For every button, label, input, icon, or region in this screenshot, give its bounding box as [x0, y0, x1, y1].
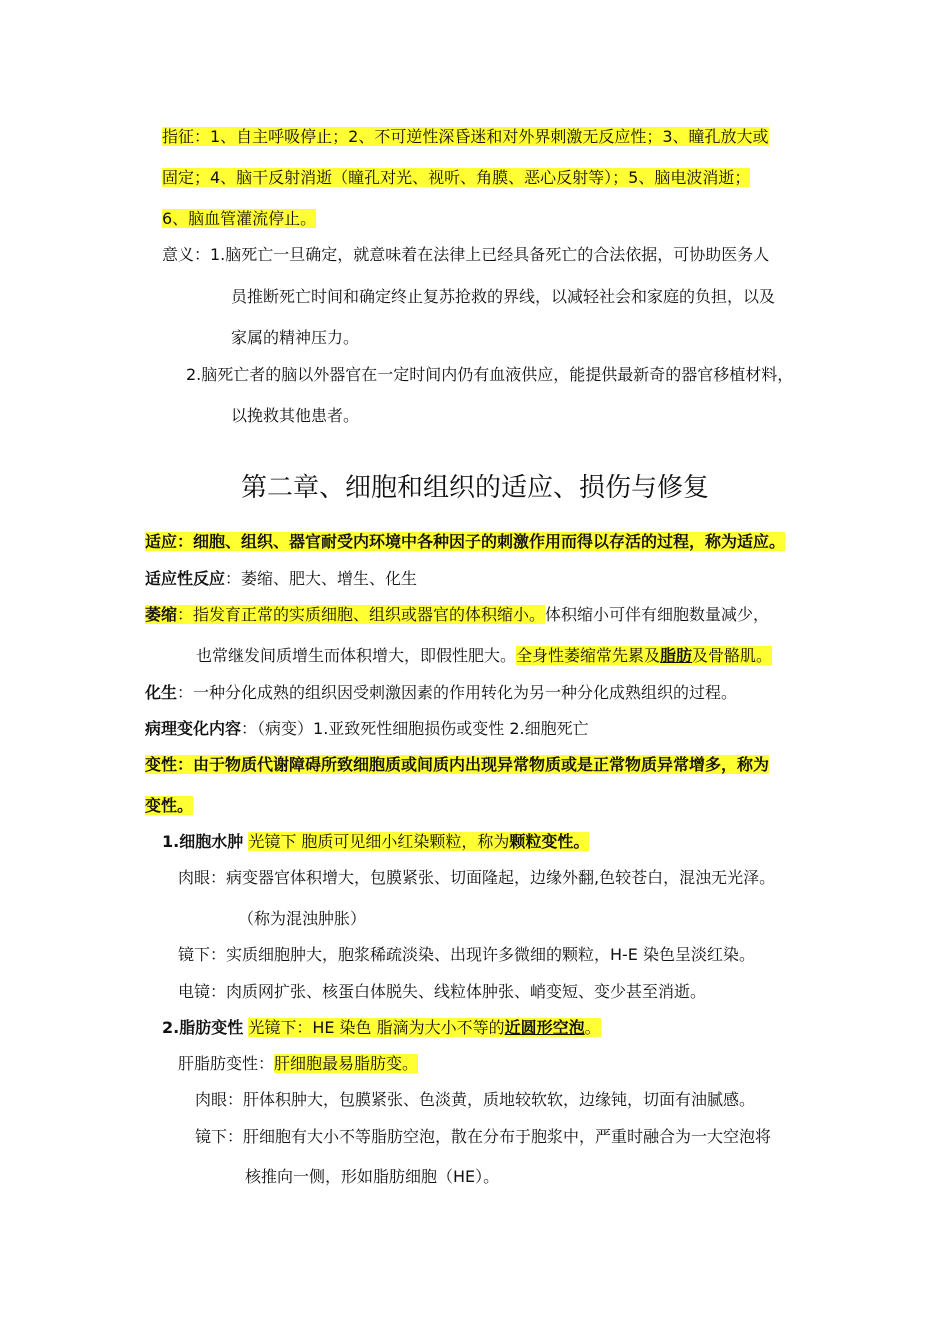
- zhifang-jingxia: 镜下：肝细胞有大小不等脂肪空泡，散在分布于胞浆中，严重时融合为一大空泡将: [195, 1127, 772, 1146]
- shiyingxing-line: 适应性反应：萎缩、肥大、增生、化生: [145, 569, 418, 588]
- zhizheng-line-3: 6、脑血管灌流停止。: [162, 209, 317, 228]
- yiyi-line-2: 员推断死亡时间和确定终止复苏抢救的界线，以减轻社会和家庭的负担，以及: [231, 287, 776, 306]
- bingli-line: 病理变化内容：（病变）1.亚致死性细胞损伤或变性 2.细胞死亡: [145, 719, 589, 738]
- zhizheng-line-2: 固定；4、脑干反射消逝（瞳孔对光、视听、角膜、恶心反射等）；5、脑电波消逝；: [162, 168, 751, 187]
- chapter-title: 第二章、细胞和组织的适应、损伤与修复: [240, 473, 709, 503]
- yiyi-line-5: 以挽救其他患者。: [231, 406, 360, 425]
- bianxing-line-1: 变性：由于物质代谢障碍所致细胞质或间质内出现异常物质或是正常物质异常增多，称为: [145, 755, 770, 774]
- shuizhong-dianjing: 电镜：肉质网扩张、核蛋白体脱失、线粒体肿张、峭变短、变少甚至消逝。: [178, 982, 707, 1001]
- yiyi-line-4: 2.脑死亡者的脑以外器官在一定时间内仍有血液供应，能提供最新奇的器官移植材料，: [186, 365, 794, 384]
- shuizhong-heading: 1.细胞水肿 光镜下 胞质可见细小红染颗粒，称为颗粒变性。: [162, 832, 590, 851]
- zhifang-jingxia-2: 核推向一侧，形如脂肪细胞（HE）。: [245, 1167, 500, 1186]
- weisuo-line-1: 萎缩：指发育正常的实质细胞、组织或器官的体积缩小。体积缩小可伴有细胞数量减少，: [145, 605, 770, 624]
- yiyi-line-3: 家属的精神压力。: [231, 328, 360, 347]
- shuizhong-rouyan: 肉眼：病变器官体积增大，包膜紧张、切面隆起，边缘外翻,色较苍白，混浊无光泽。: [178, 868, 776, 887]
- gan-zhifang-line: 肝脂肪变性：肝细胞最易脂肪变。: [178, 1054, 419, 1073]
- zhifang-heading: 2.脂肪变性 光镜下：HE 染色 脂滴为大小不等的近圆形空泡。: [162, 1018, 601, 1037]
- yiyi-line-1: 意义：1.脑死亡一旦确定，就意味着在法律上已经具备死亡的合法依据，可协助医务人: [162, 245, 770, 264]
- shiying-definition: 适应：细胞、组织、器官耐受内环境中各种因子的刺激作用而得以存活的过程，称为适应。: [145, 532, 786, 551]
- zhizheng-line-1: 指征：1、自主呼吸停止；2、不可逆性深昏迷和对外界刺激无反应性；3、瞳孔放大或: [162, 127, 769, 146]
- weisuo-line-2: 也常继发间质增生而体积增大，即假性肥大。全身性萎缩常先累及脂肪及骨骼肌。: [196, 646, 773, 665]
- shuizhong-jingxia: 镜下：实质细胞肿大，胞浆稀疏淡染、出现许多微细的颗粒，H-E 染色呈淡红染。: [178, 945, 756, 964]
- shuizhong-rouyan-2: （称为混浊肿胀）: [238, 909, 367, 928]
- bianxing-line-2: 变性。: [145, 796, 194, 815]
- zhifang-rouyan: 肉眼：肝体积肿大，包膜紧张、色淡黄，质地较软软，边缘钝，切面有油腻感。: [195, 1090, 756, 1109]
- huasheng-line: 化生：一种分化成熟的组织因受刺激因素的作用转化为另一种分化成熟组织的过程。: [145, 683, 738, 702]
